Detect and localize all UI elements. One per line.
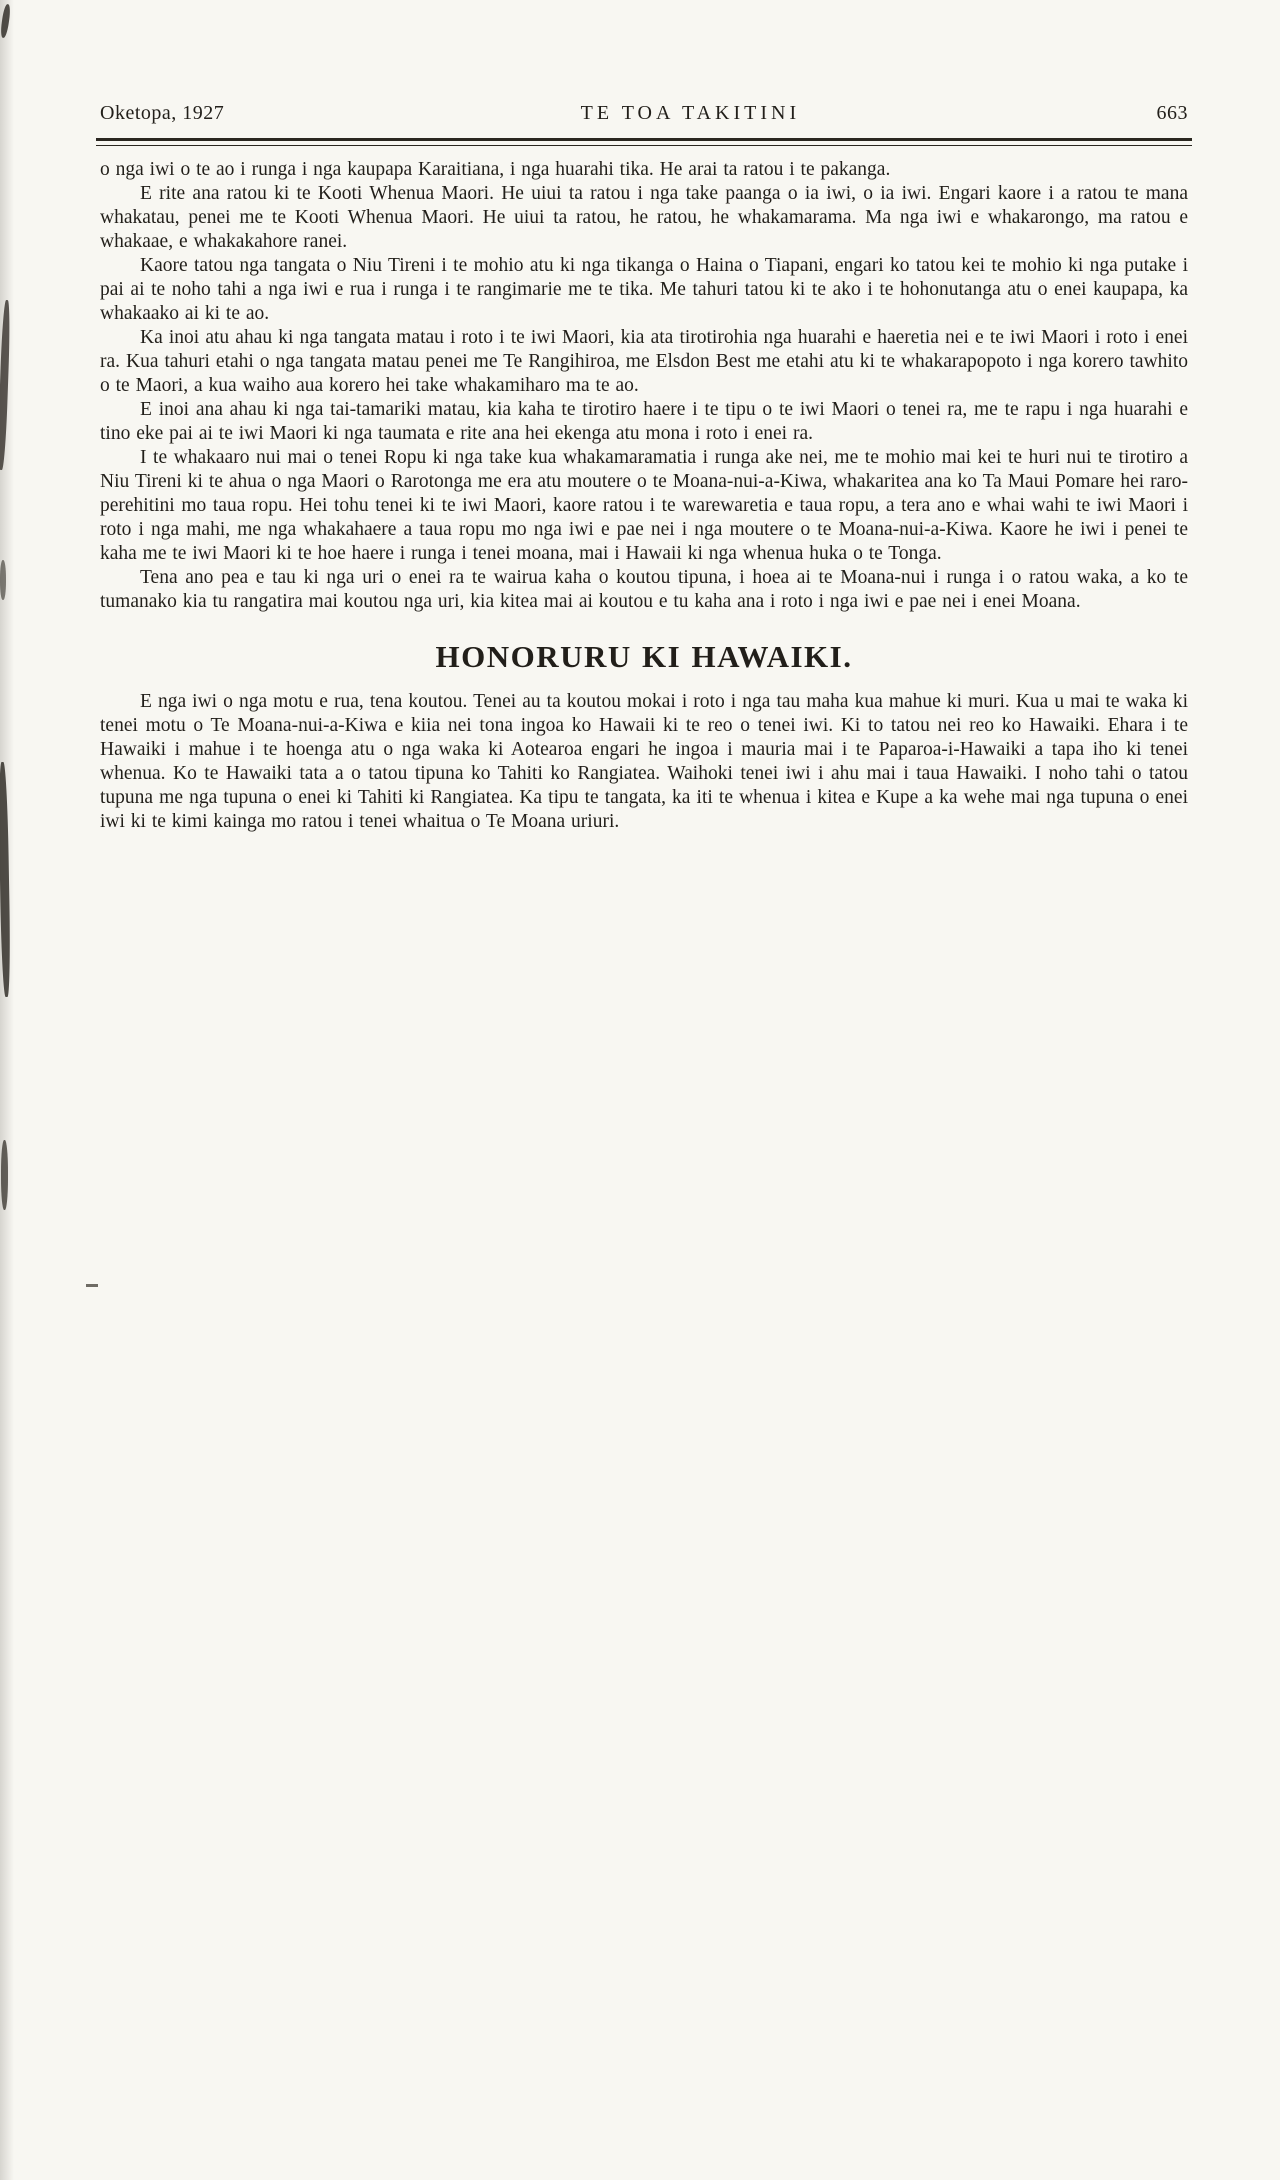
paragraph: o nga iwi o te ao i runga i nga kaupapa Karaitiana, i nga huarahi tika. He arai ta ratou i te pakanga. [100, 159, 891, 180]
header-page-number: 663 [1156, 102, 1188, 124]
scan-artifact [1, 1140, 8, 1210]
paragraph: E inoi ana ahau ki nga tai-tamariki matau, kia kaha te tirotiro haere i te tipu o te iwi Maori o tenei ra, me te rapu i nga huarahi e tino eke pai ai te iwi Maori ki nga taumata e rite ana hei ekenga atu mona i roto i enei ra. [100, 399, 1188, 444]
header-issue-date: Oketopa, 1927 [100, 102, 225, 124]
header-rule [96, 138, 1192, 146]
paragraph: I te whakaaro nui mai o tenei Ropu ki nga take kua whakamaramatia i runga ake nei, me te mohio mai kei te huri nui te tirotiro a Niu Tireni ki te ahua o nga Maori o Rarotonga me era atu moutere o te Moana-nui-a-Kiwa, whakaritea ana ko Ta Maui Pomare hei raro-perehitini mo taua ropu. Hei tohu tenei ki te iwi Maori, kaore ratou i te warewaretia e taua ropu, a tera ano e whai wahi te iwi Maori i roto i nga mahi, me nga whakahaere a taua ropu mo nga iwi e pae nei i nga moutere o te Moana-nui-a-Kiwa. Kaore he iwi i penei te kaha me te iwi Maori ki te hoe haere i runga i tenei moana, mai i Hawaii ki nga whenua huka o te Tonga. [100, 447, 1188, 564]
scan-artifact [86, 1284, 98, 1287]
article-body [100, 158, 1188, 834]
scan-artifact [0, 560, 6, 600]
paragraph: Ka inoi atu ahau ki nga tangata matau i roto i te iwi Maori, kia ata tirotirohia nga huarahi e haeretia nei e te iwi Maori i roto i enei ra. Kua tahuri etahi o nga tangata matau penei me Te Rangihiroa, me Elsdon Best me etahi atu ki te whakarapopoto i nga korero tawhito o te Maori, a kua waiho aua korero hei take whakamiharo ma te ao. [100, 327, 1188, 396]
paragraph: E nga iwi o nga motu e rua, tena koutou. Tenei au ta koutou mokai i roto i nga tau maha kua mahue ki muri. Kua u mai te waka ki tenei motu o Te Moana-nui-a-Kiwa e kiia nei tona ingoa ko Hawaii ki te reo o tenei iwi. Ki to tatou nei reo ko Hawaiki. Ehara i te Hawaiki i mahue i te hoenga atu o nga waka ki Aotearoa engari he ingoa i mauria mai i te Paparoa-i-Hawaiki a tapa iho ki tenei whenua. Ko te Hawaiki tata a o tatou tipuna ko Tahiti ko Rangiatea. Waihoki tenei iwi i ahu mai i taua Hawaiki. I noho tahi o tatou tupuna me nga tupuna o enei ki Tahiti ki Rangiatea. Ka tipu te tangata, ka iti te whenua i kitea e Kupe a ka wehe mai nga tupuna o enei iwi ki te kimi kainga mo ratou i tenei whaitua o Te Moana uriuri. [100, 691, 1188, 832]
section-heading: HONORURU KI HAWAIKI. [435, 639, 853, 674]
paragraph: Tena ano pea e tau ki nga uri o enei ra te wairua kaha o koutou tipuna, i hoea ai te Moana-nui i runga i o ratou waka, a ko te tumanako kia tu rangatira mai koutou nga uri, kia kitea mai ai koutou e tu kaha ana i roto i nga iwi e pae nei i enei Moana. [100, 567, 1188, 612]
paragraph: Kaore tatou nga tangata o Niu Tireni i te mohio atu ki nga tikanga o Haina o Tiapani, engari ko tatou kei te mohio ki nga putake i pai ai te noho tahi a nga iwi e rua i runga i te rangimarie me te tika. Me tahuri tatou ki te ako i te hohonutanga atu o enei kaupapa, ka whakaako ai ki te ao. [100, 255, 1188, 324]
page-header [100, 102, 1188, 125]
paragraph: E rite ana ratou ki te Kooti Whenua Maori. He uiui ta ratou i nga take paanga o ia iwi, o ia iwi. Engari kaore i a ratou te mana whakatau, penei me te Kooti Whenua Maori. He uiui ta ratou, he ratou, he whakamarama. Ma nga iwi e whakarongo, ma ratou e whakaae, e whakakahore ranei. [100, 183, 1188, 252]
header-publication-title: TE TOA TAKITINI [580, 102, 801, 124]
